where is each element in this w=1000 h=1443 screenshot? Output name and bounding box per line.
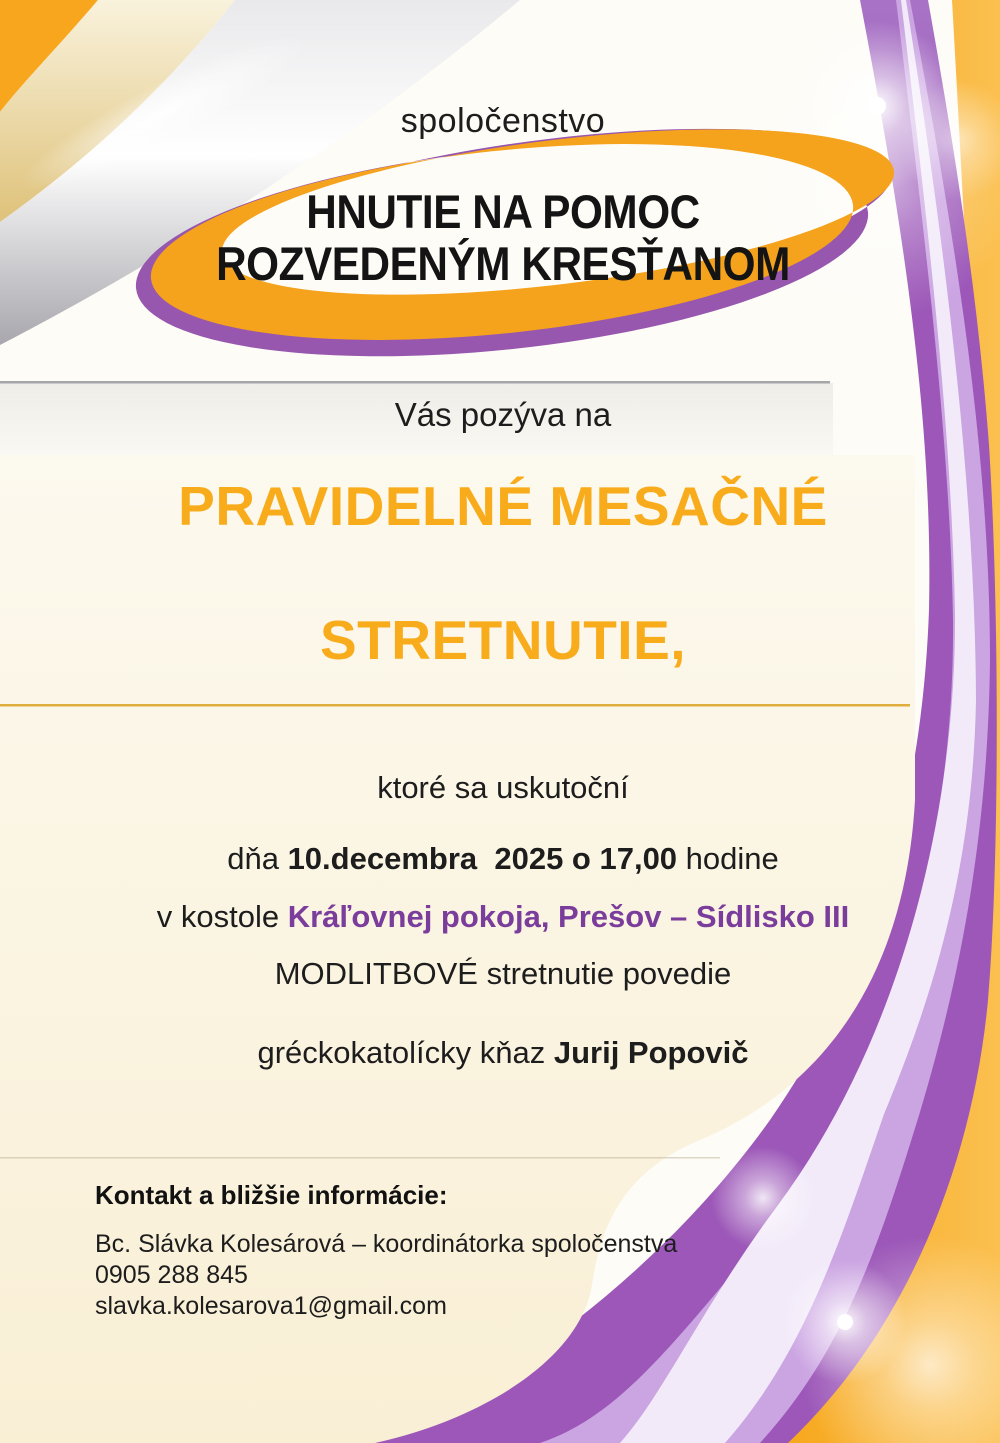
community-label: spoločenstvo <box>400 102 606 140</box>
contact-person: Bc. Slávka Kolesárová – koordinátorka spoločenstva <box>95 1230 678 1258</box>
org-name-line1: HNUTIE NA POMOC <box>306 185 700 238</box>
event-date <box>3 841 1000 877</box>
event-title-line1: PRAVIDELNÉ MESAČNÉ <box>178 475 828 537</box>
event-date-value: 10.decembra 2025 o 17,00 <box>287 841 678 876</box>
contact-heading: Kontakt a bližšie informácie: <box>95 1180 448 1210</box>
org-name-line2: ROZVEDENÝM KRESŤANOM <box>216 237 790 290</box>
event-venue-prefix: v kostole <box>156 899 288 934</box>
event-venue <box>3 899 1000 935</box>
sparkle-mid <box>711 1146 815 1250</box>
divider-gold <box>0 704 910 707</box>
event-title-line2: STRETNUTIE, <box>319 609 687 671</box>
priest-line-prefix: gréckokatolícky kňaz <box>257 1035 554 1070</box>
event-date-prefix: dňa <box>227 841 288 876</box>
contact-section <box>95 1180 677 1322</box>
invite-line: Vás pozýva na <box>394 396 612 433</box>
org-name <box>53 186 953 290</box>
meeting-leader-line: MODLITBOVÉ stretnutie povedie <box>274 956 732 991</box>
event-venue-value: Kráľovnej pokoja, Prešov – Sídlisko III <box>287 899 850 934</box>
priest-line <box>3 1035 1000 1071</box>
contact-email: slavka.kolesarova1@gmail.com <box>95 1292 447 1320</box>
divider-gray <box>0 381 830 384</box>
event-date-suffix: hodine <box>677 841 779 876</box>
event-intro: ktoré sa uskutoční <box>377 770 629 805</box>
contact-phone: 0905 288 845 <box>95 1261 248 1289</box>
priest-name: Jurij Popovič <box>553 1035 749 1070</box>
divider-faint <box>0 1157 720 1159</box>
